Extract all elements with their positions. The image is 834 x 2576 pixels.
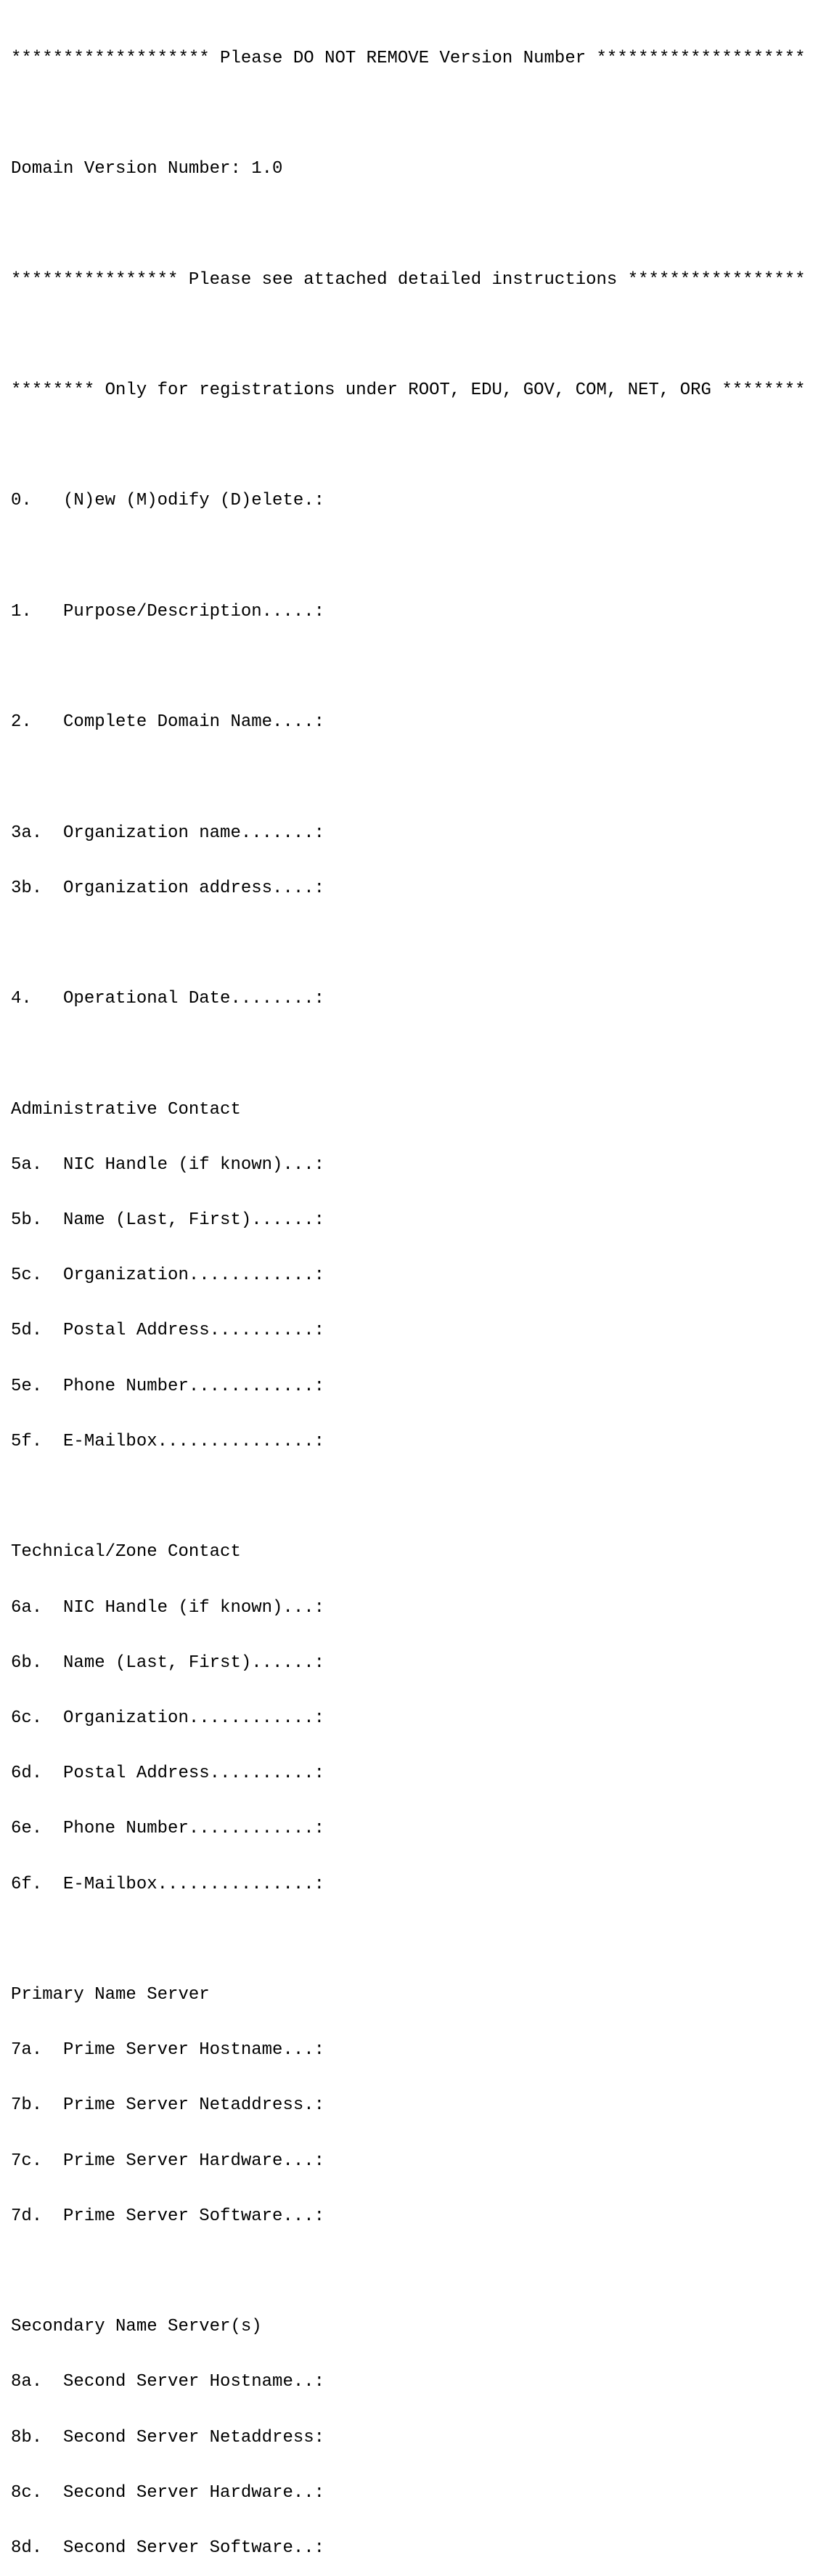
form-line-blank (11, 326, 806, 344)
form-line-instructions-banner: **************** Please see attached detailed instructions ***************** (11, 269, 806, 290)
form-line-blank (11, 436, 806, 455)
form-line-blank (11, 768, 806, 786)
section-heading-administrative-contact: Administrative Contact (11, 1099, 241, 1120)
section-heading-primary-name-server: Primary Name Server (11, 1984, 210, 2005)
form-line-registrations-banner: ******** Only for registrations under ROOT, EDU, GOV, COM, NET, ORG ******** (11, 380, 806, 401)
form-line-3b-org-address: 3b. Organization address....: (11, 878, 325, 898)
form-line-8c-second-hardware: 8c. Second Server Hardware..: (11, 2482, 325, 2503)
section-heading-secondary-name-servers: Secondary Name Server(s) (11, 2317, 262, 2337)
form-line-version-banner: ******************* Please DO NOT REMOVE Version Number ******************** (11, 48, 806, 68)
form-line-blank (11, 934, 806, 953)
form-line-domain-version: Domain Version Number: 1.0 (11, 159, 283, 179)
form-line-6d-postal-address: 6d. Postal Address..........: (11, 1764, 325, 1784)
form-line-blank (11, 2262, 806, 2281)
form-line-blank (11, 105, 806, 123)
form-line-1-purpose: 1. Purpose/Description.....: (11, 601, 325, 621)
form-line-4-operational-date: 4. Operational Date........: (11, 989, 325, 1009)
form-line-3a-org-name: 3a. Organization name.......: (11, 823, 325, 843)
form-line-6c-organization: 6c. Organization............: (11, 1708, 325, 1728)
form-line-7b-prime-netaddress: 7b. Prime Server Netaddress.: (11, 2095, 325, 2116)
section-heading-technical-zone-contact: Technical/Zone Contact (11, 1542, 241, 1562)
form-line-5e-phone-number: 5e. Phone Number............: (11, 1376, 325, 1396)
form-line-8a-second-hostname: 8a. Second Server Hostname..: (11, 2372, 325, 2392)
form-line-5b-name: 5b. Name (Last, First)......: (11, 1210, 325, 1231)
form-line-5c-organization: 5c. Organization............: (11, 1265, 325, 1286)
form-line-blank (11, 215, 806, 233)
form-line-7c-prime-hardware: 7c. Prime Server Hardware...: (11, 2151, 325, 2171)
form-line-blank (11, 1931, 806, 1949)
form-line-2-domain-name: 2. Complete Domain Name....: (11, 712, 325, 733)
form-line-7d-prime-software: 7d. Prime Server Software...: (11, 2206, 325, 2226)
form-line-5a-nic-handle: 5a. NIC Handle (if known)...: (11, 1154, 325, 1175)
form-line-7a-prime-hostname: 7a. Prime Server Hostname...: (11, 2040, 325, 2061)
form-line-6e-phone-number: 6e. Phone Number............: (11, 1819, 325, 1839)
form-line-blank (11, 547, 806, 566)
form-line-8b-second-netaddress: 8b. Second Server Netaddress: (11, 2427, 325, 2447)
form-line-blank (11, 658, 806, 676)
form-line-6b-name: 6b. Name (Last, First)......: (11, 1652, 325, 1673)
form-line-8d-second-software: 8d. Second Server Software..: (11, 2538, 325, 2558)
domain-registration-form (11, 12, 806, 2576)
form-line-6f-e-mailbox: 6f. E-Mailbox...............: (11, 1874, 325, 1894)
form-line-5f-e-mailbox: 5f. E-Mailbox...............: (11, 1431, 325, 1451)
form-line-6a-nic-handle: 6a. NIC Handle (if known)...: (11, 1597, 325, 1618)
form-line-blank (11, 1488, 806, 1506)
form-line-5d-postal-address: 5d. Postal Address..........: (11, 1321, 325, 1341)
form-line-blank (11, 1045, 806, 1063)
form-line-0-action: 0. (N)ew (M)odify (D)elete.: (11, 491, 325, 511)
